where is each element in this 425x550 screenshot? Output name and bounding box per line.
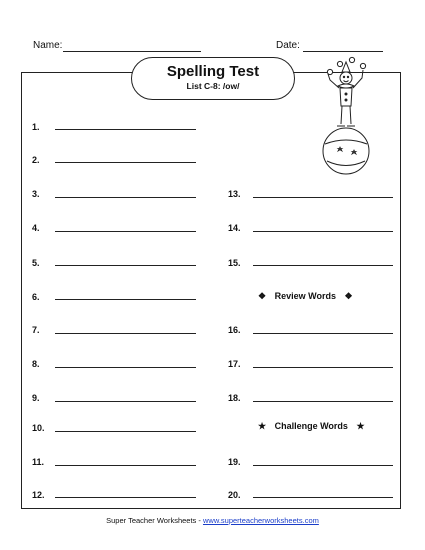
item-number-9: 9. xyxy=(32,393,40,403)
item-number-12: 12. xyxy=(32,490,45,500)
date-field[interactable] xyxy=(303,51,383,52)
item-number-1: 1. xyxy=(32,122,40,132)
footer-link[interactable]: www.superteacherworksheets.com xyxy=(202,516,319,525)
clown-juggling-on-ball-icon xyxy=(318,56,374,176)
answer-line-15[interactable] xyxy=(253,265,393,266)
item-number-11: 11. xyxy=(32,457,45,467)
answer-line-1[interactable] xyxy=(55,129,196,130)
footer xyxy=(0,516,425,525)
answer-line-2[interactable] xyxy=(55,162,196,163)
answer-line-11[interactable] xyxy=(55,465,196,466)
item-number-3: 3. xyxy=(32,189,40,199)
item-number-10: 10. xyxy=(32,423,45,433)
item-number-17: 17. xyxy=(228,359,241,369)
page-title: Spelling Test xyxy=(166,63,260,80)
diamond-icon: ❖ xyxy=(258,291,267,301)
answer-line-16[interactable] xyxy=(253,333,393,334)
item-number-20: 20. xyxy=(228,490,241,500)
name-field[interactable] xyxy=(63,51,201,52)
answer-line-20[interactable] xyxy=(253,497,393,498)
answer-line-6[interactable] xyxy=(55,299,196,300)
date-label: Date: xyxy=(276,40,300,51)
item-number-14: 14. xyxy=(228,223,241,233)
item-number-18: 18. xyxy=(228,393,241,403)
item-number-7: 7. xyxy=(32,325,40,335)
item-number-15: 15. xyxy=(228,258,241,268)
list-subtitle: List C-8: /ow/ xyxy=(186,81,240,91)
answer-line-5[interactable] xyxy=(55,265,196,266)
diamond-icon: ❖ xyxy=(344,291,353,301)
answer-line-12[interactable] xyxy=(55,497,196,498)
item-number-19: 19. xyxy=(228,457,241,467)
review-words-heading xyxy=(258,291,353,302)
item-number-4: 4. xyxy=(32,223,40,233)
review-words-label: Review Words xyxy=(274,291,336,301)
item-number-2: 2. xyxy=(32,155,40,165)
title-box xyxy=(131,57,295,100)
item-number-5: 5. xyxy=(32,258,40,268)
star-icon: ★ xyxy=(356,421,365,431)
answer-line-10[interactable] xyxy=(55,431,196,432)
answer-line-9[interactable] xyxy=(55,401,196,402)
answer-line-4[interactable] xyxy=(55,231,196,232)
answer-line-3[interactable] xyxy=(55,197,196,198)
item-number-16: 16. xyxy=(228,325,241,335)
footer-text: Super Teacher Worksheets - xyxy=(106,516,203,525)
challenge-words-heading xyxy=(258,421,365,432)
item-number-13: 13. xyxy=(228,189,241,199)
name-label: Name: xyxy=(33,40,63,51)
answer-line-13[interactable] xyxy=(253,197,393,198)
answer-line-14[interactable] xyxy=(253,231,393,232)
answer-line-17[interactable] xyxy=(253,367,393,368)
star-icon: ★ xyxy=(258,421,267,431)
item-number-6: 6. xyxy=(32,292,40,302)
answer-line-19[interactable] xyxy=(253,465,393,466)
answer-line-18[interactable] xyxy=(253,401,393,402)
item-number-8: 8. xyxy=(32,359,40,369)
answer-line-7[interactable] xyxy=(55,333,196,334)
answer-line-8[interactable] xyxy=(55,367,196,368)
challenge-words-label: Challenge Words xyxy=(274,421,348,431)
